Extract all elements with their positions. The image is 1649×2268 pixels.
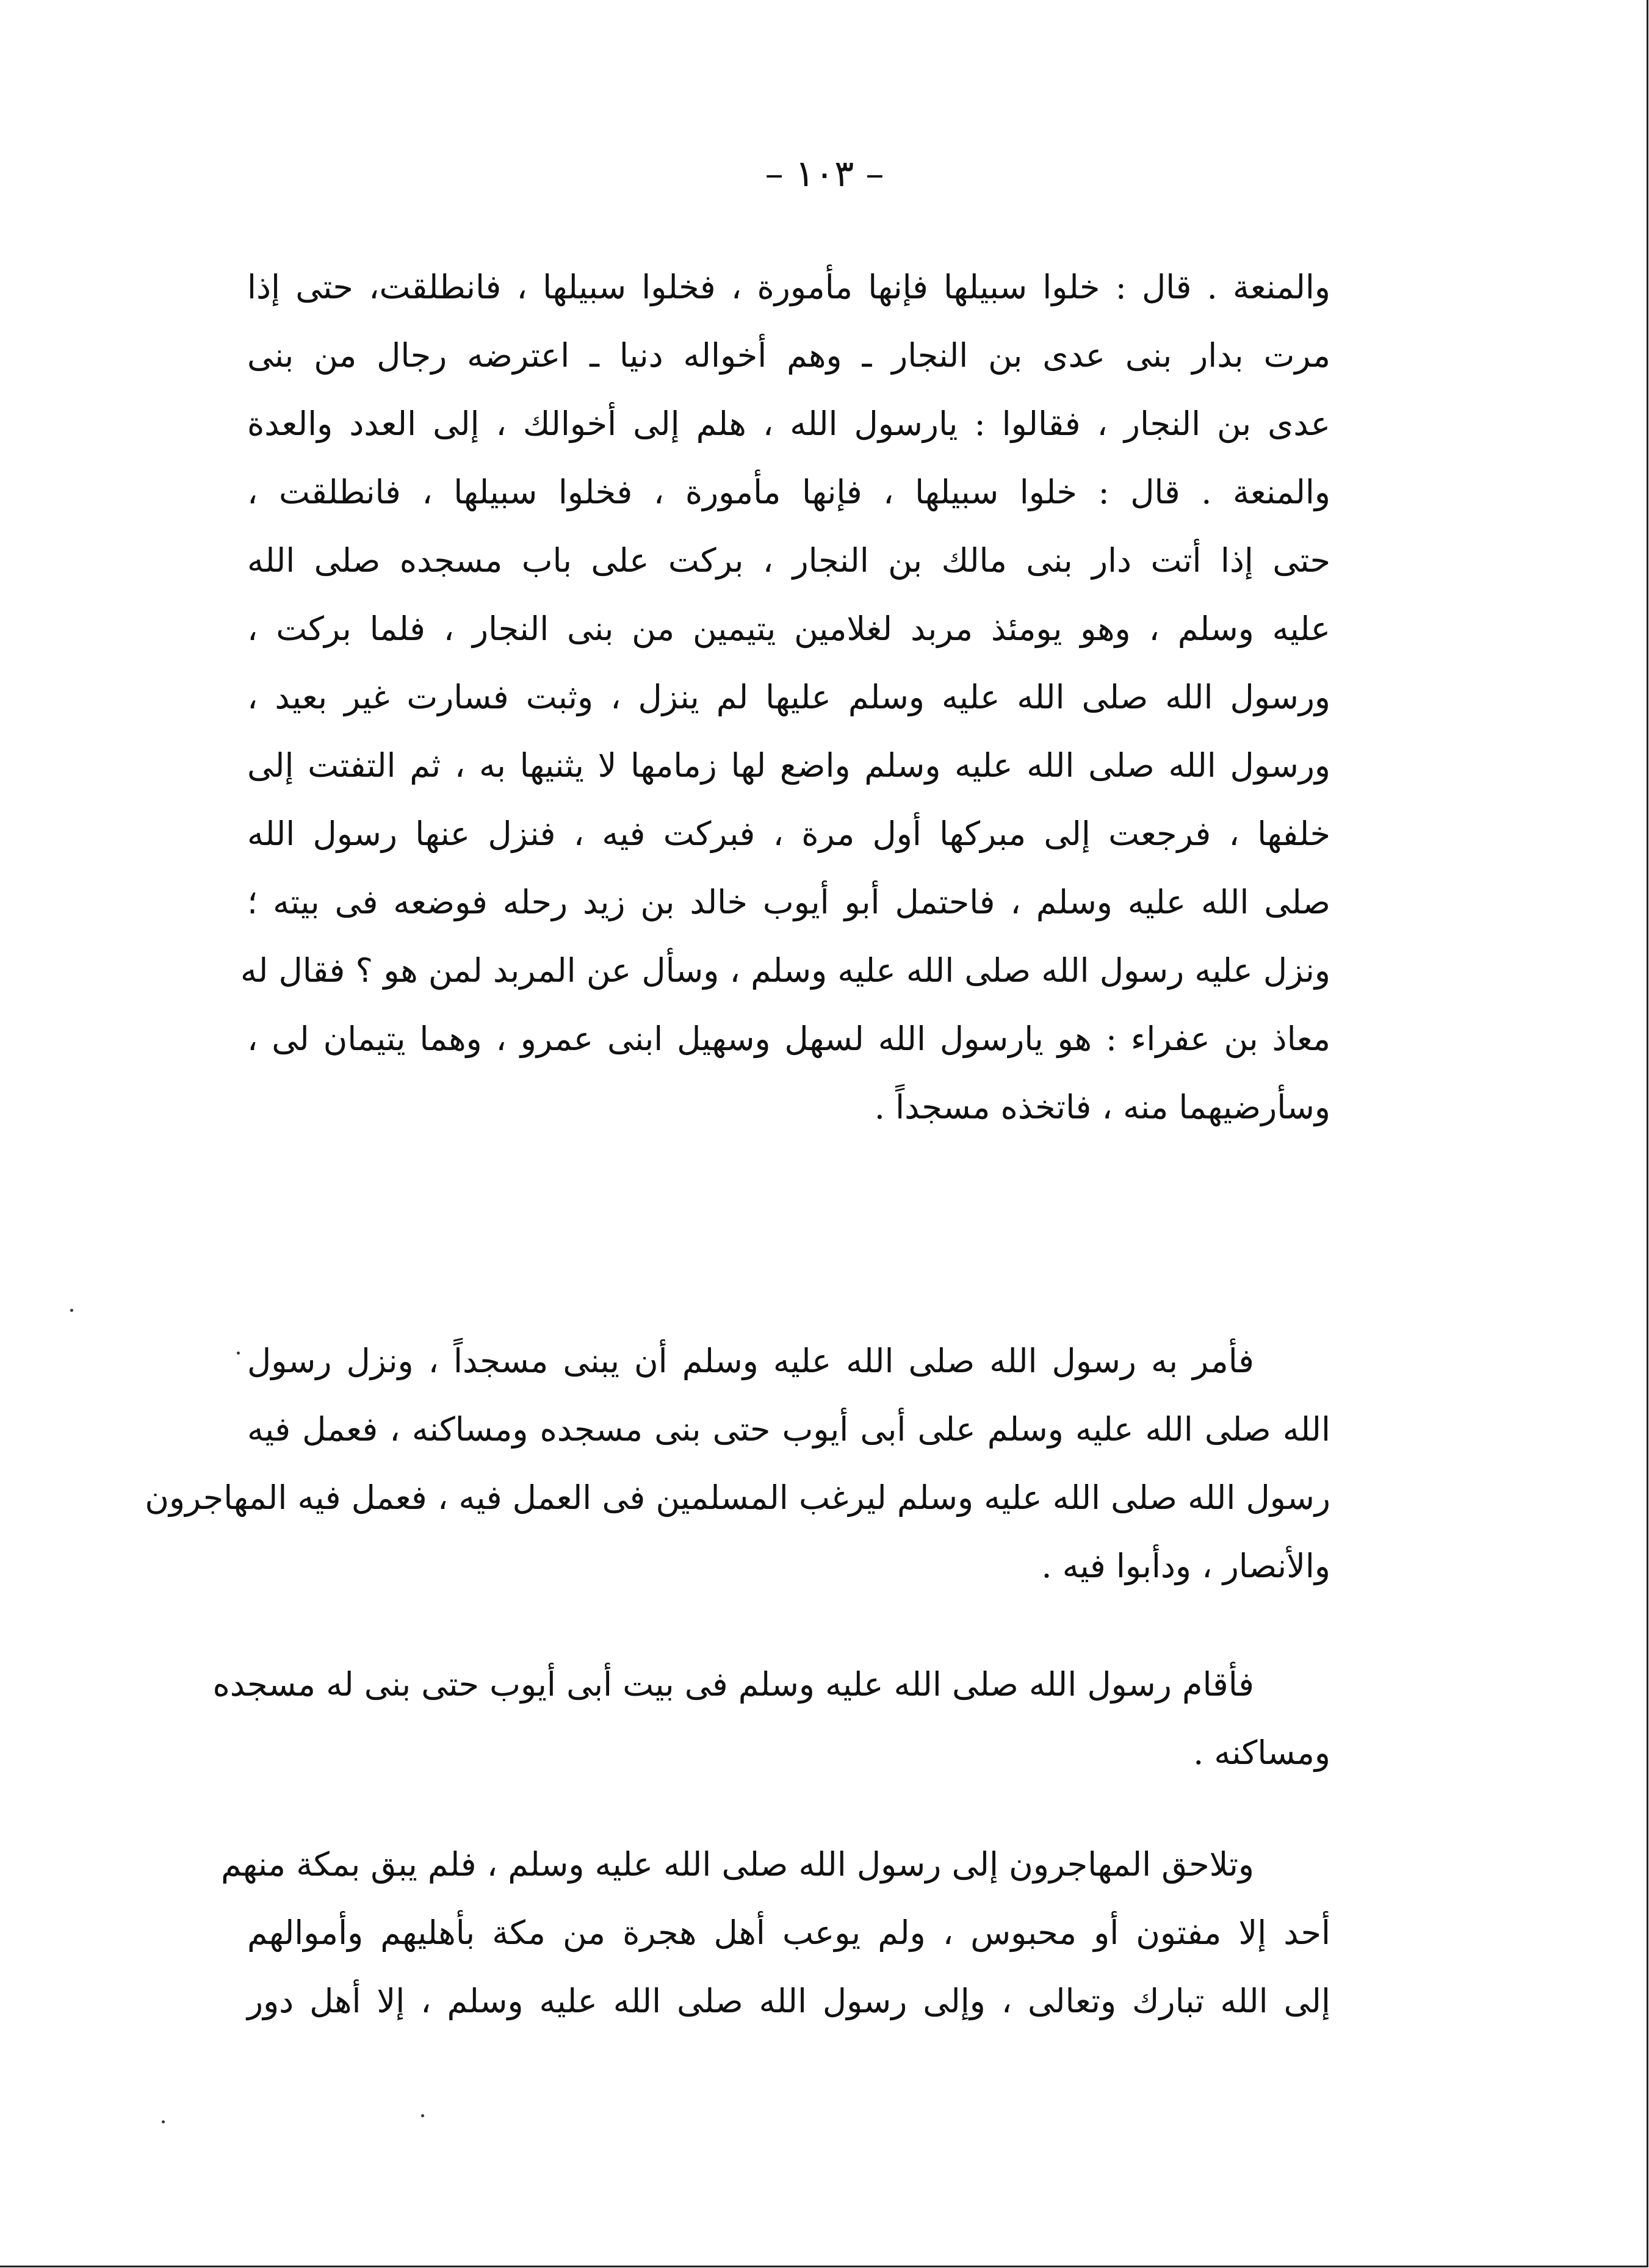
text-line: فأقام رسول الله صلى الله عليه وسلم فى بيت أبى أيوب حتى بنى له مسجده	[212, 1665, 1254, 1704]
scan-speck	[70, 1309, 73, 1312]
text-line: ورسول الله صلى الله عليه وسلم عليها لم ينزل ، وثبت فسارت غير بعيد ،	[247, 678, 1330, 716]
text-line: أحد إلا مفتون أو محبوس ، ولم يوعب أهل هجرة من مكة بأهليهم وأموالهم	[247, 1913, 1330, 1952]
text-line: عدى بن النجار ، فقالوا : يارسول الله ، هلم إلى أخوالك ، إلى العدد والعدة	[247, 405, 1330, 443]
paragraph	[220, 1831, 1330, 2036]
text-line: والمنعة . قال : خلوا سبيلها ، فإنها مأمورة ، فخلوا سبيلها ، فانطلقت ،	[247, 473, 1330, 511]
text-line: عليه وسلم ، وهو يومئذ مربد لغلامين يتيمين من بنى النجار ، فلما بركت ،	[247, 610, 1330, 648]
text-line: رسول الله صلى الله عليه وسلم ليرغب المسلمين فى العمل فيه ، فعمل فيه المهاجرون	[145, 1478, 1330, 1517]
text-line: وتلاحق المهاجرون إلى رسول الله صلى الله عليه وسلم ، فلم يبق بمكة منهم	[220, 1845, 1254, 1884]
scan-speck	[162, 2120, 165, 2123]
scan-speck	[237, 1352, 240, 1355]
text-line: ورسول الله صلى الله عليه وسلم واضع لها زمامها لا يثنيها به ، ثم التفتت إلى	[247, 746, 1330, 785]
text-line: وسأرضيهما منه ، فاتخذه مسجداً .	[874, 1088, 1330, 1126]
text-line: ونزل عليه رسول الله صلى الله عليه وسلم ، وسأل عن المربد لمن هو ؟ فقال له	[240, 951, 1330, 990]
text-line: إلى الله تبارك وتعالى ، وإلى رسول الله صلى الله عليه وسلم ، إلا أهل دور	[247, 1982, 1330, 2020]
text-line: ومساكنه .	[1193, 1733, 1330, 1772]
text-line: مرت بدار بنى عدى بن النجار ـ وهم أخواله دنيا ـ اعترضه رجال من بنى	[247, 336, 1330, 375]
text-line: معاذ بن عفراء : هو يارسول الله لسهل وسهيل ابنى عمرو ، وهما يتيمان لى ،	[247, 1020, 1330, 1058]
paragraph	[145, 1327, 1330, 1600]
text-line: صلى الله عليه وسلم ، فاحتمل أبو أيوب خالد بن زيد رحله فوضعه فى بيته ؛	[247, 883, 1330, 921]
text-line: حتى إذا أتت دار بنى مالك بن النجار ، بركت على باب مسجده صلى الله	[247, 541, 1330, 580]
text-line: والأنصار ، ودأبوا فيه .	[1041, 1547, 1330, 1585]
paragraph	[212, 1651, 1330, 1787]
text-line: خلفها ، فرجعت إلى مبركها أول مرة ، فبركت فيه ، فنزل عنها رسول الله	[247, 815, 1330, 853]
page-number: – ١٠٣ –	[765, 153, 884, 195]
paragraph	[240, 253, 1330, 1142]
scan-speck	[421, 2114, 424, 2117]
text-line: والمنعة . قال : خلوا سبيلها فإنها مأمورة ، فخلوا سبيلها ، فانطلقت، حتى إذا	[247, 268, 1330, 306]
text-line: فأمر به رسول الله صلى الله عليه وسلم أن يبنى مسجداً ، ونزل رسول	[247, 1342, 1254, 1380]
text-line: الله صلى الله عليه وسلم على أبى أيوب حتى بنى مسجده ومساكنه ، فعمل فيه	[247, 1410, 1330, 1449]
